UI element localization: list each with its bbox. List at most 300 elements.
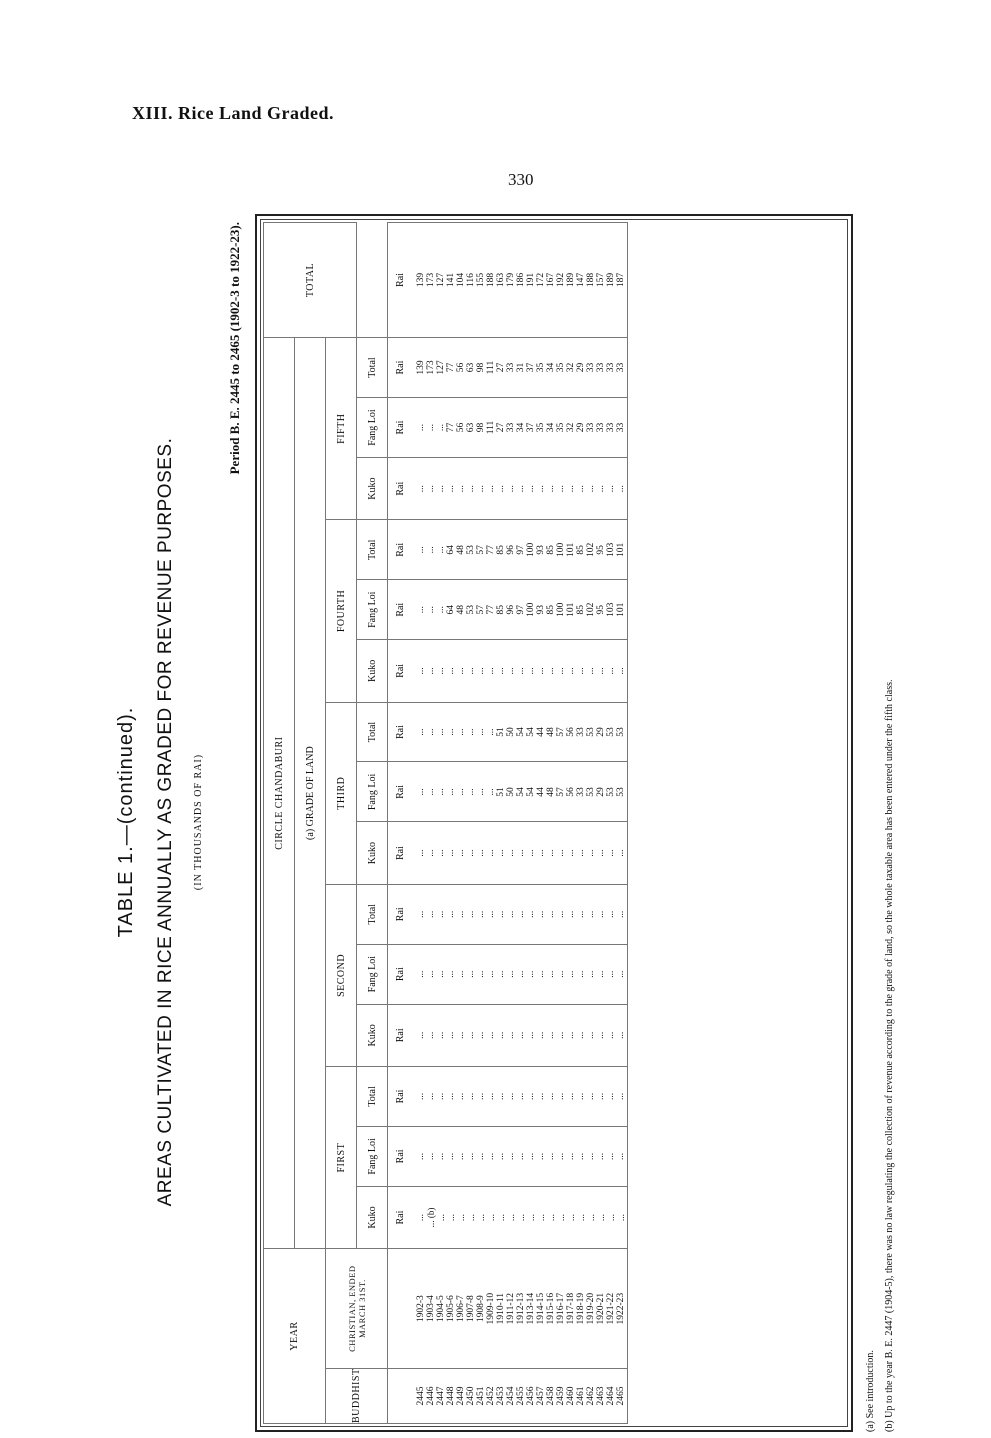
- table-cell: 85: [546, 545, 556, 555]
- table-cell: 33: [586, 362, 596, 373]
- table-cell: 1918-19: [576, 1292, 586, 1325]
- table-cell: ...: [466, 1092, 476, 1101]
- table-cell: ...: [416, 970, 426, 978]
- table-cell: 1907-8: [466, 1295, 476, 1323]
- unit-label: Rai: [395, 481, 406, 496]
- unit-label: Rai: [395, 273, 406, 287]
- unit-label: Rai: [395, 1089, 406, 1104]
- table-cell: ...: [457, 1213, 467, 1222]
- sub-fang-loi: Fang Loi: [357, 580, 388, 640]
- table-cell: 167: [546, 272, 556, 288]
- table-cell: 2454: [506, 1386, 516, 1406]
- table-cell: 2463: [596, 1386, 606, 1406]
- table-cell: ...: [466, 849, 476, 857]
- table-cell: ...: [486, 667, 496, 675]
- table-cell: 33: [586, 422, 596, 433]
- table-cell: ...: [486, 970, 496, 978]
- table-cell: ...: [446, 910, 456, 918]
- table-cell: ...: [516, 485, 526, 493]
- table-cell: 33: [506, 362, 516, 373]
- table-cell: 32: [566, 362, 576, 373]
- table-cell: ...: [596, 485, 606, 493]
- table-cell: ...: [586, 970, 596, 978]
- table-cell: ...: [616, 667, 626, 675]
- table-cell: ...: [416, 1031, 426, 1039]
- table-cell: 102: [586, 602, 596, 617]
- table-cell: ...: [416, 546, 426, 554]
- note-b-marker: (b): [426, 1207, 436, 1221]
- table-cell: 1909-10: [486, 1292, 496, 1325]
- table-cell: ...: [616, 485, 626, 493]
- table-cell: ...: [436, 788, 446, 796]
- table-cell: ...: [546, 970, 556, 978]
- table-cell: ...: [576, 970, 586, 978]
- table-cell: ...: [516, 667, 526, 675]
- table-cell: ...: [507, 1213, 517, 1222]
- table-cell: 2455: [516, 1386, 526, 1406]
- sub-total: Total: [357, 338, 388, 398]
- table-cell: ...: [536, 1031, 546, 1039]
- table-cell: ...: [496, 1031, 506, 1039]
- table-cell: ...: [596, 970, 606, 978]
- table-cell: ...: [496, 849, 506, 857]
- table-cell: 33: [616, 362, 626, 373]
- table-cell: ...: [506, 1092, 516, 1101]
- table-cell: 2465: [616, 1386, 626, 1406]
- table-cell: ...: [477, 1213, 487, 1222]
- table-cell: 34: [546, 422, 556, 433]
- sub-total: Total: [357, 884, 388, 944]
- table-cell: ...: [436, 667, 446, 675]
- table-canvas: [115, 212, 895, 1432]
- table-cell: 102: [586, 542, 596, 557]
- table-cell: 100: [556, 542, 566, 557]
- grade-fifth: FIFTH: [326, 338, 357, 520]
- table-cell: ...: [517, 1213, 527, 1222]
- sub-fang-loi: Fang Loi: [357, 762, 388, 822]
- table-cell: ...: [416, 910, 426, 918]
- table-cell: 29: [576, 422, 586, 433]
- table-cell: 53: [616, 727, 626, 737]
- table-cell: 27: [496, 422, 506, 433]
- table-cell: 35: [536, 362, 546, 373]
- table-cell: 77: [486, 604, 496, 615]
- table-cell: ...: [547, 1213, 557, 1222]
- table-cell: ...: [606, 1092, 616, 1101]
- sub-kuko: Kuko: [357, 1186, 388, 1248]
- table-cell: 48: [456, 545, 466, 555]
- table-cell: 155: [476, 272, 486, 288]
- second-total-column: [388, 885, 626, 944]
- table-cell: ...: [416, 788, 426, 796]
- table-cell: ...: [426, 606, 436, 614]
- table-cell: 2451: [476, 1386, 486, 1406]
- table-cell: ...: [506, 1152, 516, 1160]
- table-cell: ...: [536, 485, 546, 493]
- table-cell: ...: [546, 1092, 556, 1101]
- table-cell: 98: [476, 362, 486, 373]
- table-cell: ...: [546, 667, 556, 675]
- sub-fang-loi: Fang Loi: [357, 1126, 388, 1186]
- table-cell: 116: [466, 273, 476, 287]
- table-cell: ...: [446, 788, 456, 796]
- table-cell: ...: [576, 485, 586, 493]
- table-cell: ...: [596, 910, 606, 918]
- table-cell: 100: [526, 542, 536, 557]
- table-cell: 33: [576, 787, 586, 797]
- table-cell: 51: [496, 727, 506, 737]
- table-cell: 48: [456, 604, 466, 615]
- table-subtitle: AREAS CULTIVATED IN RICE ANNUALLY AS GRADED FOR REVENUE PURPOSES.: [155, 437, 176, 1207]
- table-cell: ...: [456, 1031, 466, 1039]
- table-cell: ...: [576, 667, 586, 675]
- table-cell: 189: [606, 272, 616, 288]
- table-cell: ...: [506, 849, 516, 857]
- table-cell: ...: [526, 485, 536, 493]
- table-cell: 1906-7: [456, 1295, 466, 1323]
- table-cell: ...: [416, 728, 426, 736]
- table-cell: 27: [496, 362, 506, 373]
- table-cell: 57: [476, 604, 486, 615]
- buddhist-heading: BUDDHIST: [326, 1369, 388, 1424]
- table-cell: ...: [616, 849, 626, 857]
- sub-fang-loi: Fang Loi: [357, 944, 388, 1004]
- table-cell: ...: [437, 1213, 447, 1222]
- table-cell: 1908-9: [476, 1295, 486, 1323]
- table-cell: ...: [436, 485, 446, 493]
- table-cell: 64: [446, 604, 456, 615]
- table-cell: ...: [446, 970, 456, 978]
- table-cell: 188: [586, 272, 596, 288]
- table-cell: ...: [546, 1031, 556, 1039]
- table-cell: ...: [466, 1031, 476, 1039]
- table-cell: ...: [486, 788, 496, 796]
- table-cell: ...: [446, 1031, 456, 1039]
- table-cell: 97: [516, 545, 526, 555]
- table-cell: ...: [476, 970, 486, 978]
- table-cell: 35: [556, 362, 566, 373]
- table-cell: ...: [616, 1152, 626, 1160]
- table-cell: 96: [506, 545, 516, 555]
- table-cell: 2461: [576, 1386, 586, 1406]
- table-cell: ...: [577, 1213, 587, 1222]
- table-cell: 2456: [526, 1386, 536, 1406]
- fourth-total-column: [388, 520, 626, 579]
- table-cell: ...: [486, 1031, 496, 1039]
- table-cell: ...: [476, 910, 486, 918]
- table-cell: ...: [556, 485, 566, 493]
- table-cell: 48: [546, 727, 556, 737]
- unit-label: Rai: [395, 907, 406, 922]
- table-cell: 173: [426, 272, 436, 288]
- table-cell: ...: [456, 849, 466, 857]
- table-cell: 192: [556, 272, 566, 288]
- table-cell: 2457: [536, 1386, 546, 1406]
- table-cell: 85: [576, 604, 586, 615]
- table-cell: ...: [426, 667, 436, 675]
- table-cell: 1922-23: [616, 1292, 626, 1325]
- second-fang-loi-column: [388, 945, 626, 1004]
- data-table: [263, 222, 628, 1424]
- table-cell: 85: [576, 545, 586, 555]
- table-cell: ...: [506, 485, 516, 493]
- grade-fourth: FOURTH: [326, 520, 357, 702]
- table-cell: ...: [456, 728, 466, 736]
- table-cell: ...: [566, 1092, 576, 1101]
- table-cell: ...: [526, 1152, 536, 1160]
- table-cell: 2462: [586, 1386, 596, 1406]
- table-cell: 56: [456, 422, 466, 433]
- table-title: TABLE 1.—(continued).: [115, 706, 137, 938]
- table-cell: ...: [536, 849, 546, 857]
- table-cell: ...: [466, 970, 476, 978]
- table-cell: ...: [566, 1031, 576, 1039]
- circle-heading: CIRCLE CHANDABURI: [264, 338, 295, 1249]
- table-cell: 54: [526, 727, 536, 737]
- table-cell: 127: [436, 272, 446, 288]
- table-cell: ...: [566, 849, 576, 857]
- table-cell: ...: [596, 849, 606, 857]
- table-cell: ...: [467, 1213, 477, 1222]
- table-cell: 141: [446, 272, 456, 288]
- table-cell: 2452: [486, 1386, 496, 1406]
- table-cell: 1919-20: [586, 1292, 596, 1325]
- third-kuko-column: [388, 822, 626, 883]
- table-cell: 53: [586, 727, 596, 737]
- table-cell: ...: [586, 1152, 596, 1160]
- table-cell: ...: [526, 1031, 536, 1039]
- table-cell: ...: [416, 485, 426, 493]
- grade-heading: (a) GRADE OF LAND: [295, 338, 326, 1249]
- table-cell: ...: [496, 1092, 506, 1101]
- table-cell: ...: [426, 910, 436, 918]
- table-cell: ...: [516, 1031, 526, 1039]
- table-cell: 56: [566, 727, 576, 737]
- table-cell: ...: [536, 1092, 546, 1101]
- table-cell: 35: [536, 422, 546, 433]
- table-cell: 34: [516, 422, 526, 433]
- table-cell: ...: [416, 1213, 426, 1222]
- table-cell: ...: [476, 849, 486, 857]
- table-cell: ...: [586, 1092, 596, 1101]
- table-cell: 37: [526, 362, 536, 373]
- unit-label: Rai: [395, 846, 406, 861]
- table-cell: ...: [486, 1152, 496, 1160]
- table-cell: ...: [456, 970, 466, 978]
- footnote-b: (b) Up to the year B. E. 2447 (1904-5), there was no law regulating the collection of revenue according to the grade of land, so the whole taxable area has been entered under the fifth class.: [884, 679, 895, 1432]
- table-cell: ...: [606, 910, 616, 918]
- table-cell: ...: [496, 1152, 506, 1160]
- table-cell: 29: [596, 727, 606, 737]
- table-cell: 63: [466, 422, 476, 433]
- unit-label: Rai: [395, 1149, 406, 1164]
- table-cell: ...: [576, 1092, 586, 1101]
- table-cell: ...: [556, 1152, 566, 1160]
- table-cell: ...: [476, 485, 486, 493]
- table-cell: ...: [436, 1031, 446, 1039]
- table-cell: ...: [516, 970, 526, 978]
- table-cell: ...: [496, 910, 506, 918]
- table-cell: ...: [496, 667, 506, 675]
- table-cell: 2445: [416, 1386, 426, 1406]
- table-cell: ...: [446, 1092, 456, 1101]
- table-cell: ...: [586, 485, 596, 493]
- table-cell: 1916-17: [556, 1292, 566, 1325]
- table-cell: 2447: [436, 1386, 446, 1406]
- table-cell: 53: [466, 545, 476, 555]
- table-cell: ...: [466, 485, 476, 493]
- table-cell: ...: [606, 667, 616, 675]
- table-cell: 33: [596, 422, 606, 433]
- table-cell: ...: [586, 849, 596, 857]
- table-cell: 63: [466, 362, 476, 373]
- table-cell: ...: [446, 728, 456, 736]
- table-cell: ...: [506, 910, 516, 918]
- fifth-kuko-column: [388, 458, 626, 519]
- table-cell: 37: [526, 422, 536, 433]
- table-cell: ...: [436, 1092, 446, 1101]
- table-cell: ...: [416, 606, 426, 614]
- table-cell: 33: [506, 422, 516, 433]
- table-cell: ...: [607, 1213, 617, 1222]
- table-cell: ...: [416, 423, 426, 432]
- table-cell: ...: [426, 546, 436, 554]
- table-cell: ...: [616, 970, 626, 978]
- table-cell: 2460: [566, 1386, 576, 1406]
- table-cell: ...: [556, 1031, 566, 1039]
- unit-label: Rai: [395, 542, 406, 557]
- table-cell: ...: [516, 849, 526, 857]
- table-cell: ...: [526, 910, 536, 918]
- table-cell: ...: [596, 1092, 606, 1101]
- table-cell: 104: [456, 272, 466, 288]
- table-cell: ...: [426, 849, 436, 857]
- table-cell: ...: [476, 667, 486, 675]
- table-cell: ...: [616, 910, 626, 918]
- table-cell: ...: [436, 849, 446, 857]
- table-cell: ...: [597, 1213, 607, 1222]
- table-cell: 57: [556, 787, 566, 797]
- table-cell: 187: [616, 272, 626, 288]
- table-cell: ...: [456, 485, 466, 493]
- table-cell: ...: [416, 667, 426, 675]
- unit-label: Rai: [395, 663, 406, 678]
- unit-label: Rai: [395, 420, 406, 435]
- table-cell: 97: [516, 604, 526, 615]
- unit-label: Rai: [395, 967, 406, 982]
- table-cell: ...: [426, 1031, 436, 1039]
- sub-kuko: Kuko: [357, 1004, 388, 1066]
- table-cell: 1920-21: [596, 1292, 606, 1325]
- table-cell: 2458: [546, 1386, 556, 1406]
- table-cell: ...: [456, 910, 466, 918]
- rotated-table-region: [115, 212, 895, 1432]
- table-cell: 53: [586, 787, 596, 797]
- table-cell: ...: [416, 1092, 426, 1101]
- footnotes: [865, 212, 903, 1432]
- table-cell: ...: [446, 667, 456, 675]
- table-cell: ...: [476, 728, 486, 736]
- table-cell: ...: [586, 910, 596, 918]
- table-cell: 1903-4: [426, 1295, 436, 1323]
- table-cell: 2464: [606, 1386, 616, 1406]
- fourth-kuko-column: [388, 640, 626, 701]
- table-cell: 56: [566, 787, 576, 797]
- table-cell: 186: [516, 272, 526, 288]
- table-cell: 29: [596, 787, 606, 797]
- table-cell: 191: [526, 272, 536, 288]
- table-cell: 77: [446, 422, 456, 433]
- table-cell: 53: [466, 604, 476, 615]
- table-cell: 35: [556, 422, 566, 433]
- table-cell: ...: [576, 849, 586, 857]
- table-units: (IN THOUSANDS OF RAI): [193, 753, 204, 891]
- table-cell: 1913-14: [526, 1292, 536, 1325]
- table-cell: ...: [526, 667, 536, 675]
- table-cell: ...: [526, 1092, 536, 1101]
- table-cell: 33: [616, 422, 626, 433]
- christian-heading: CHRISTIAN, ENDED MARCH 31ST.: [326, 1249, 388, 1369]
- table-cell: 139: [416, 272, 426, 288]
- table-cell: ...: [556, 970, 566, 978]
- second-kuko-column: [388, 1005, 626, 1066]
- table-cell: 179: [506, 272, 516, 288]
- table-cell: 85: [496, 604, 506, 615]
- table-cell: ...: [596, 1031, 606, 1039]
- first-total-column: [388, 1067, 626, 1126]
- total-heading: TOTAL: [264, 223, 357, 338]
- table-cell: ...: [596, 1152, 606, 1160]
- grade-third: THIRD: [326, 702, 357, 884]
- unit-label: Rai: [395, 602, 406, 617]
- table-cell: 57: [556, 727, 566, 737]
- table-cell: ...: [606, 1031, 616, 1039]
- table-cell: 1915-16: [546, 1292, 556, 1325]
- table-cell: ...: [536, 1152, 546, 1160]
- table-cell: 53: [616, 787, 626, 797]
- unit-label: Rai: [395, 1210, 406, 1225]
- table-cell: 29: [576, 362, 586, 373]
- table-cell: 1905-6: [446, 1295, 456, 1323]
- table-cell: ...: [546, 1152, 556, 1160]
- table-cell: ...: [537, 1213, 547, 1222]
- table-cell: ...: [466, 728, 476, 736]
- table-cell: 101: [566, 602, 576, 617]
- table-cell: 1910-11: [496, 1293, 506, 1325]
- table-cell: 163: [496, 272, 506, 288]
- table-cell: ...: [486, 910, 496, 918]
- table-cell: 173: [426, 360, 436, 375]
- table-cell: 1911-12: [506, 1293, 516, 1325]
- table-cell: ...: [556, 667, 566, 675]
- table-cell: ...: [416, 849, 426, 857]
- sub-kuko: Kuko: [357, 822, 388, 884]
- table-cell: ...: [496, 970, 506, 978]
- table-cell: 2448: [446, 1386, 456, 1406]
- table-cell: 103: [606, 602, 616, 617]
- table-cell: ...: [606, 1152, 616, 1160]
- table-cell: 100: [556, 602, 566, 617]
- table-cell: ...: [446, 849, 456, 857]
- table-cell: ...: [566, 910, 576, 918]
- table-cell: ...: [506, 1031, 516, 1039]
- table-cell: ...: [606, 849, 616, 857]
- footnote-a: (a) See introduction.: [865, 1350, 876, 1432]
- table-cell: 98: [476, 422, 486, 433]
- table-cell: ...: [546, 910, 556, 918]
- unit-label: Rai: [395, 1028, 406, 1043]
- table-cell: ...: [447, 1213, 457, 1222]
